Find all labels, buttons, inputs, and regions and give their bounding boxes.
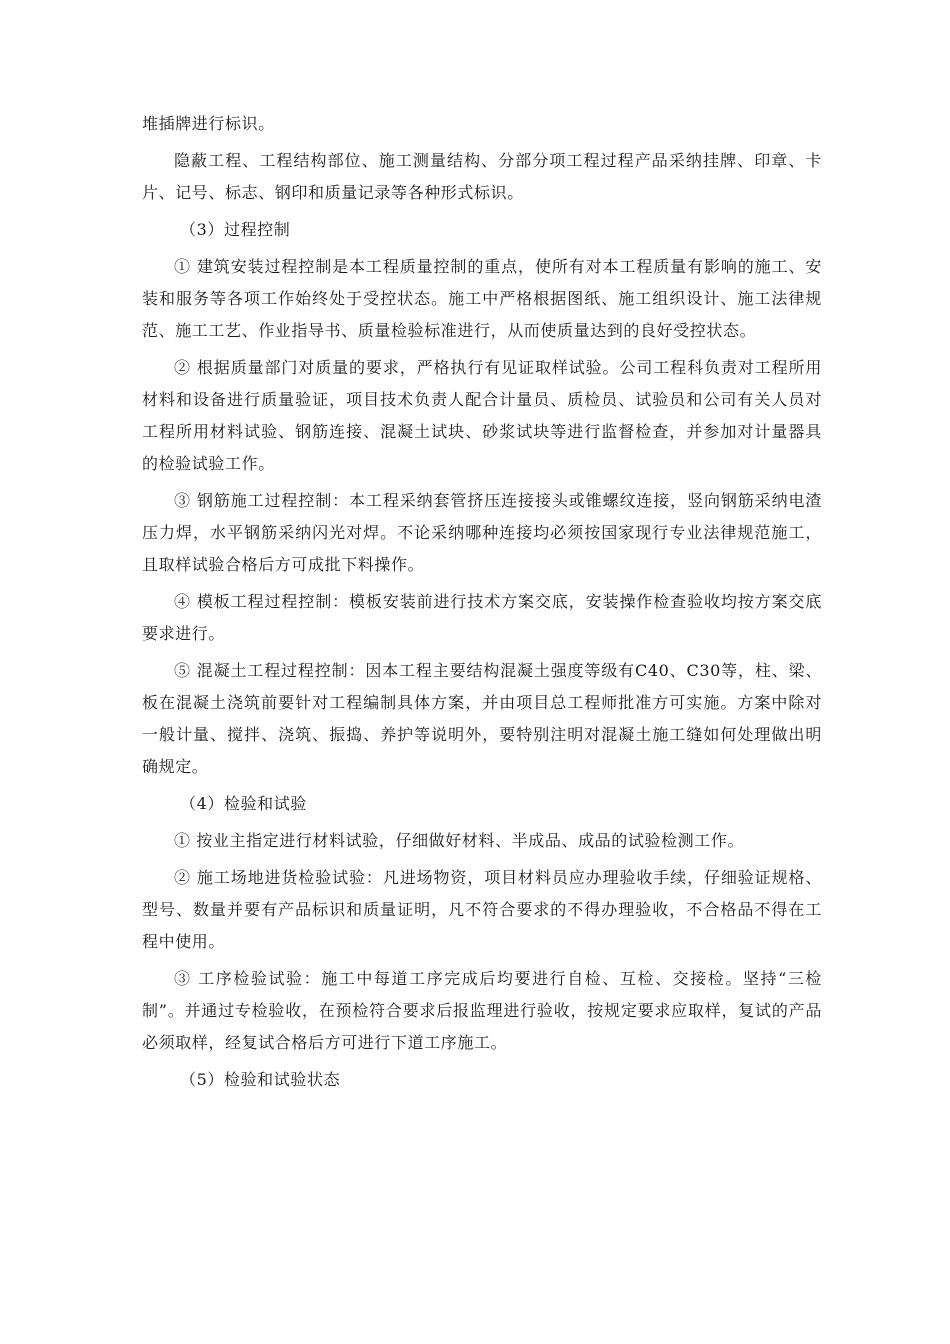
paragraph-item-3-process-inspection: ③ 工序检验试验：施工中每道工序完成后均要进行自检、互检、交接检。坚持“三检制”。并通过专检验收，在预检符合要求后报监理进行验收，按规定要求应取样，复试的产品必须取样，经复试合格后方可进行下道工序施工。 — [142, 969, 822, 1052]
paragraph-item-1-material-testing: ① 按业主指定进行材料试验，仔细做好材料、半成品、成品的试验检测工作。 — [174, 831, 745, 850]
section-heading-inspection-status: （5）检验和试验状态 — [180, 1070, 341, 1089]
paragraph-item-3-rebar-control: ③ 钢筋施工过程控制：本工程采纳套管挤压连接接头或锥螺纹连接，竖向钢筋采纳电渣压力焊，水平钢筋采纳闪光对焊。不论采纳哪种连接均必须按国家现行专业法律规范施工，且取样试验合格后方可成批下料操作。 — [142, 491, 822, 574]
section-heading-inspection-testing: （4）检验和试验 — [180, 794, 307, 813]
paragraph-item-4-formwork-control: ④ 模板工程过程控制：模板安装前进行技术方案交底，安装操作检查验收均按方案交底要求进行。 — [142, 592, 822, 643]
paragraph-continuation: 堆插牌进行标识。 — [142, 114, 275, 133]
paragraph-item-2-witness-sampling: ② 根据质量部门对质量的要求，严格执行有见证取样试验。公司工程科负责对工程所用材料和设备进行质量验证，项目技术负责人配合计量员、质检员、试验员和公司有关人员对工程所用材料试验、钢筋连接、混凝土试块、砂浆试块等进行监督检查，并参加对计量器具的检验试验工作。 — [142, 358, 822, 473]
paragraph-item-5-concrete-control: ⑤ 混凝土工程过程控制：因本工程主要结构混凝土强度等级有C40、C30等，柱、梁、板在混凝土浇筑前要针对工程编制具体方案，并由项目总工程师批准方可实施。方案中除对一般计量、搅拌、浇筑、振捣、养护等说明外，要特别注明对混凝土施工缝如何处理做出明确规定。 — [142, 661, 822, 776]
paragraph-item-1-installation-control: ① 建筑安装过程控制是本工程质量控制的重点，使所有对本工程质量有影响的施工、安装和服务等各项工作始终处于受控状态。施工中严格根据图纸、施工组织设计、施工法律规范、施工工艺、作业指导书、质量检验标准进行，从而使质量达到的良好受控状态。 — [142, 257, 822, 340]
document-body — [142, 108, 822, 1101]
paragraph-item-2-incoming-inspection: ② 施工场地进货检验试验：凡进场物资，项目材料员应办理验收手续，仔细验证规格、型号、数量并要有产品标识和质量证明，凡不符合要求的不得办理验收，不合格品不得在工程中使用。 — [142, 868, 822, 951]
section-heading-process-control: （3）过程控制 — [180, 220, 291, 239]
paragraph-hidden-works-marking: 隐蔽工程、工程结构部位、施工测量结构、分部分项工程过程产品采纳挂牌、印章、卡片、记号、标志、钢印和质量记录等各种形式标识。 — [142, 151, 822, 202]
